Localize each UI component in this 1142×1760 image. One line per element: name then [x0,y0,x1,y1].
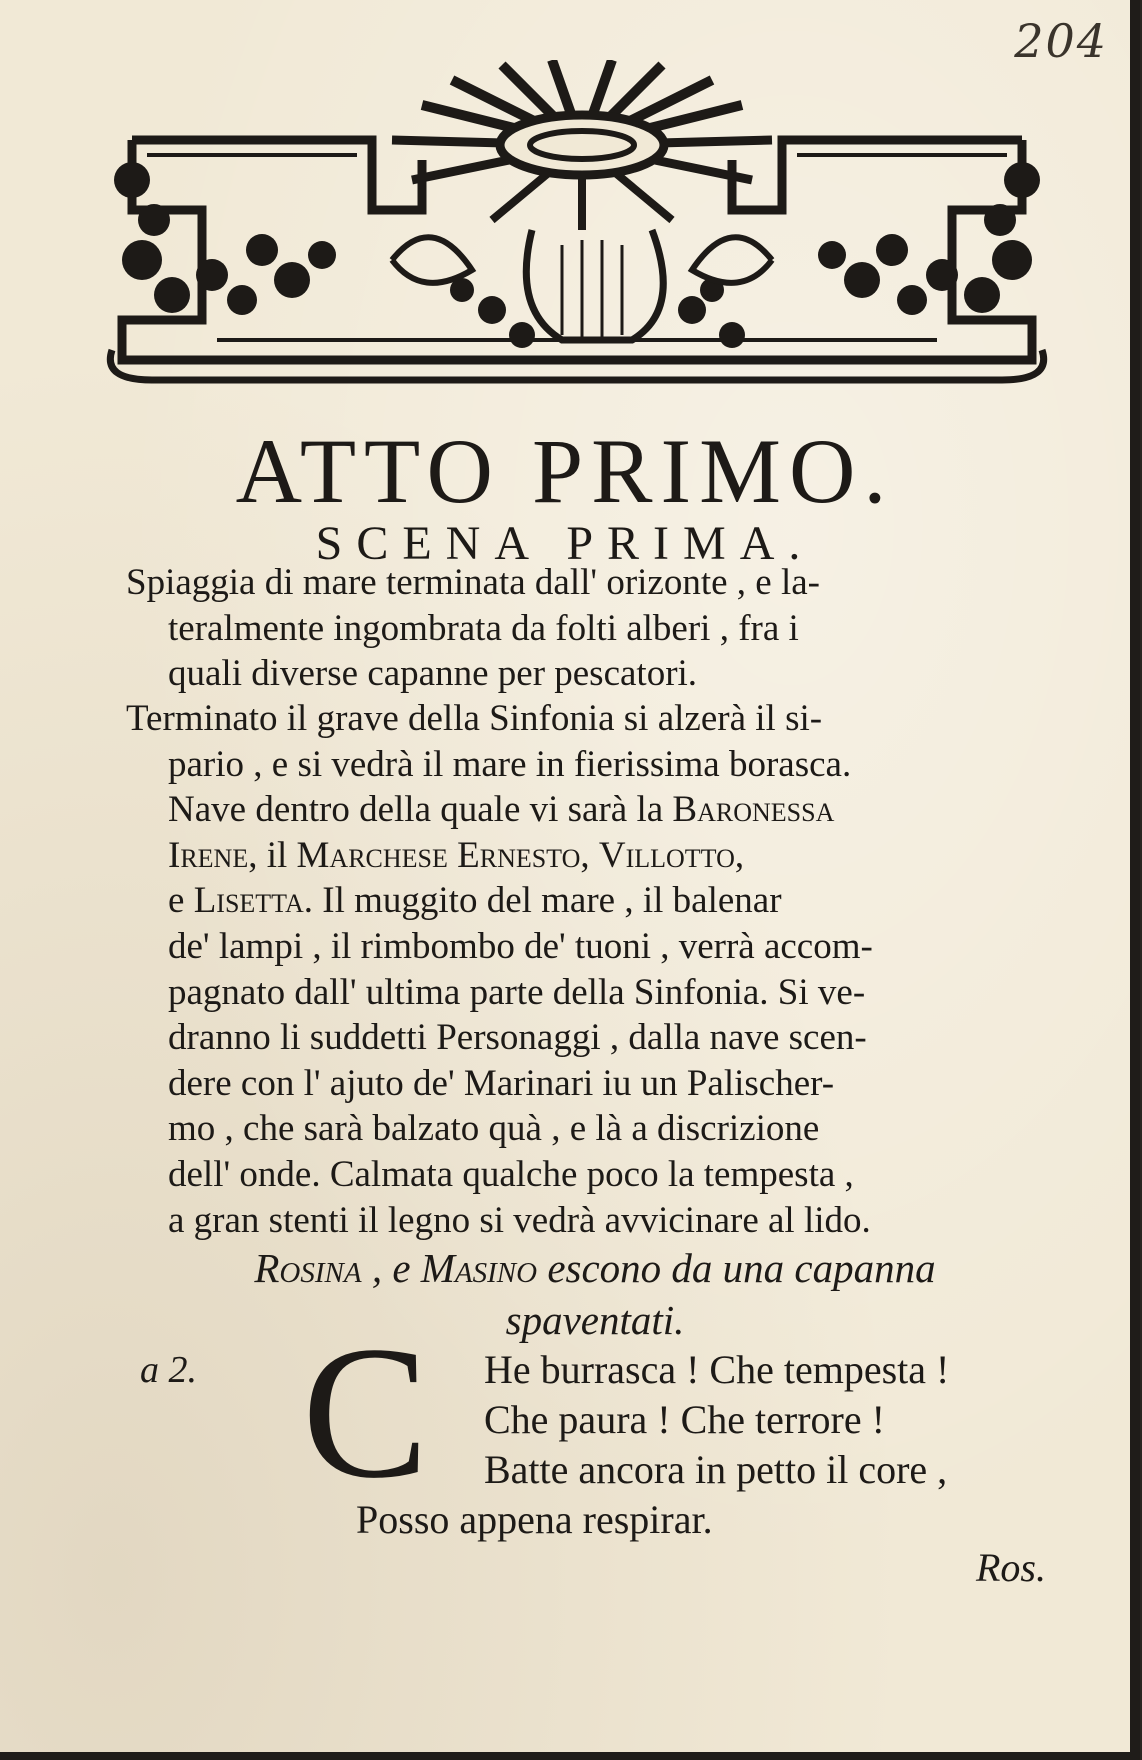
character-name: Lisetta [193,880,304,922]
stage-direction [130,1242,1060,1346]
page-number: 204 [1014,14,1108,68]
catchword: Ros. [976,1545,1046,1590]
description-line: de' lampi , il rimbombo de' tuoni , verrà accom- [168,925,873,967]
verse-line: Posso appena respirar. [356,1497,713,1542]
description-line: Terminato il grave della Sinfonia si alzerà il si- [126,698,823,739]
character-name: Baronessa [672,789,835,831]
stage-description-paragraph [126,696,1061,1243]
verse-line: He burrasca ! Che tempesta ! [484,1347,950,1392]
description-line: dell' onde. Calmata qualche poco la tempesta , [168,1153,854,1195]
description-line: e Lisetta. Il muggito del mare , il balenar [168,880,782,922]
garland-icon [114,162,1040,348]
stage-direction-line: Rosina , e Masino escono da una capanna [254,1245,936,1291]
drop-cap: C [302,1308,429,1518]
character-name: Irene [168,834,249,876]
setting-line: Spiaggia di mare terminata dall' orizonte , e la- [126,562,820,603]
stage-direction-line: spaventati. [505,1297,685,1343]
description-line: pario , e si vedrà il mare in fierissima borasca. [168,743,852,785]
description-line: mo , che sarà balzato quà , e là a discrizione [168,1108,820,1150]
speaker-label: a 2. [140,1349,197,1391]
description-line: Nave dentro della quale vi sarà la Baronessa [168,789,835,831]
description-line: dere con l' ajuto de' Marinari iu un Palischer- [168,1062,835,1104]
scene-title: SCENA PRIMA. [315,517,815,570]
setting-line: quali diverse capanne per pescatori. [168,653,698,695]
setting-paragraph [126,560,1061,697]
description-line: a gran stenti il legno si vedrà avvicinare al lido. [168,1199,871,1241]
character-name: Villotto [598,834,735,876]
verse-line: Che paura ! Che terrore ! [484,1397,885,1442]
description-line: dranno li suddetti Personaggi , dalla nave scen- [168,1017,867,1059]
sunburst-icon [392,60,772,230]
description-line: Irene, il Marchese Ernesto, Villotto, [168,834,745,876]
headpiece-ornament-icon [92,60,1062,420]
act-title: ATTO PRIMO. [235,420,895,522]
character-name: Marchese Ernesto [296,834,581,876]
setting-line: teralmente ingombrata da folti alberi , fra i [168,607,799,649]
description-line: pagnato dall' ultima parte della Sinfonia. Si ve- [168,971,866,1013]
verse-line: Batte ancora in petto il core , [484,1447,948,1492]
